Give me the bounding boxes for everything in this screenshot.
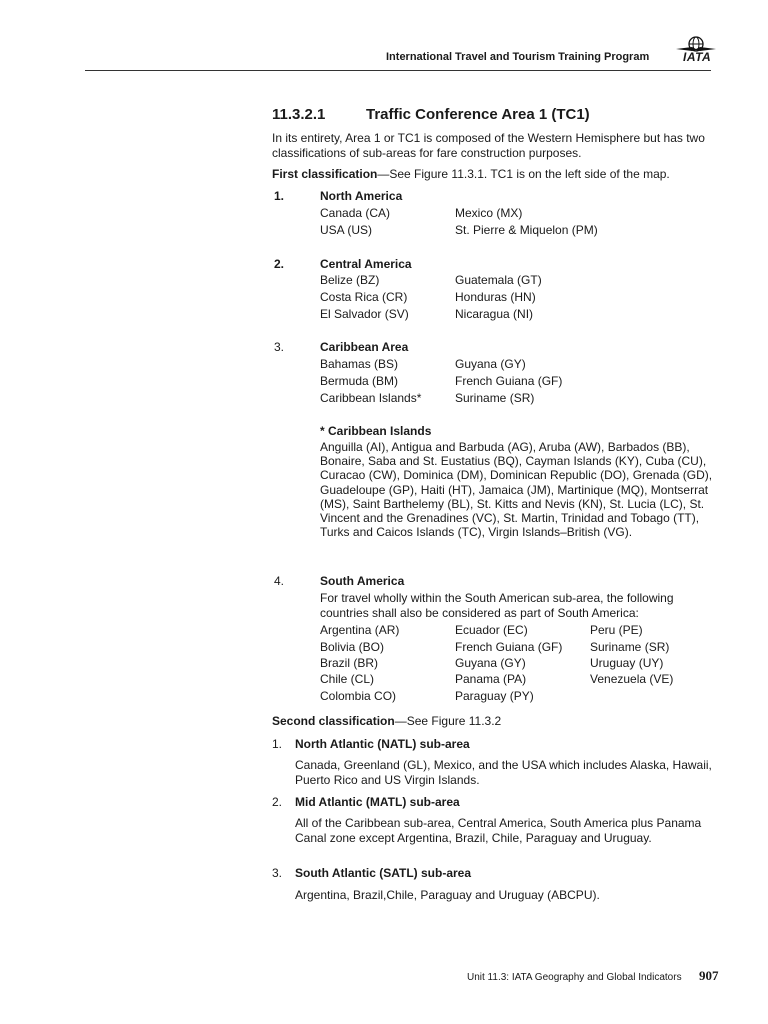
country: Guyana (GY) <box>455 357 526 371</box>
country: Panama (PA) <box>455 672 527 686</box>
iata-logo-text: IATA <box>683 50 712 64</box>
country: Argentina (AR) <box>320 623 400 637</box>
country: Suriname (SR) <box>590 640 670 654</box>
header-rule <box>85 70 711 71</box>
country: Bahamas (BS) <box>320 357 399 371</box>
first-classification-label: First classification <box>272 167 378 181</box>
first-classification <box>272 167 722 182</box>
country: Brazil (BR) <box>320 656 379 670</box>
country: St. Pierre & Miquelon (PM) <box>455 223 598 237</box>
group-number: 4. <box>274 574 285 588</box>
subarea-title-matl: Mid Atlantic (MATL) sub-area <box>295 795 460 809</box>
running-footer: Unit 11.3: IATA Geography and Global Indicators <box>467 972 682 983</box>
country: El Salvador (SV) <box>320 307 409 321</box>
second-classification-label: Second classification <box>272 714 395 728</box>
country: French Guiana (GF) <box>455 374 563 388</box>
caribbean-islands-title: * Caribbean Islands <box>320 424 432 438</box>
subarea-number: 1. <box>272 737 283 751</box>
page-number: 907 <box>699 968 719 983</box>
country: Mexico (MX) <box>455 206 523 220</box>
group-title-central-america: Central America <box>320 257 412 271</box>
country: Uruguay (UY) <box>590 656 664 670</box>
intro-paragraph: In its entirety, Area 1 or TC1 is composed of the Western Hemisphere but has two classifications of sub-areas for fare construction purposes. <box>272 131 705 160</box>
country: Venezuela (VE) <box>590 672 674 686</box>
section-title <box>272 106 590 123</box>
group-number: 3. <box>274 340 285 354</box>
first-classification-text: —See Figure 11.3.1. TC1 is on the left side of the map. <box>377 167 670 181</box>
country: Suriname (SR) <box>455 391 535 405</box>
group-title-south-america: South America <box>320 574 405 588</box>
subarea-text-matl: All of the Caribbean sub-area, Central America, South America plus Panama Canal zone except Argentina, Brazil, Chile, Paraguay and Uruguay. <box>295 816 702 845</box>
section-title-text: Traffic Conference Area 1 (TC1) <box>366 106 590 123</box>
subarea-text-satl: Argentina, Brazil,Chile, Paraguay and Uruguay (ABCPU). <box>295 888 600 902</box>
country: Guyana (GY) <box>455 656 526 670</box>
country: Ecuador (EC) <box>455 623 528 637</box>
second-classification-text: —See Figure 11.3.2 <box>394 714 502 728</box>
subarea-number: 2. <box>272 795 283 809</box>
south-america-note: For travel wholly within the South American sub-area, the following countries shall also be considered as part of South America: <box>320 591 674 620</box>
country: Belize (BZ) <box>320 273 380 287</box>
subarea-number: 3. <box>272 866 283 880</box>
country: Chile (CL) <box>320 672 375 686</box>
country: Nicaragua (NI) <box>455 307 534 321</box>
country: Colombia CO) <box>320 689 397 703</box>
group-number: 2. <box>274 257 285 271</box>
country: Bolivia (BO) <box>320 640 385 654</box>
country: Bermuda (BM) <box>320 374 399 388</box>
caribbean-islands-list: Anguilla (AI), Antigua and Barbuda (AG), Aruba (AW), Barbados (BB), Bonaire, Saba and St. Eustatius (BQ), Cayman Islands (KY), Cuba (CU), Curacao (CW), Dominica (DM), Dominican Republic (DO), Grenada (GD), Guadeloupe (GP), Haiti (HT), Jamaica (JM), Martinique (MQ), Montserrat (MS), Saint Barthelemy (BL), St. Kitts and Nevis (KN), St. Lucia (LC), St. Vincent and the Grenadines (VC), St. Martin, Trinidad and Tobago (TT), Turks and Caicos Islands (TC), Virgin Islands–British (VG). <box>320 440 713 540</box>
subarea-title-natl: North Atlantic (NATL) sub-area <box>295 737 470 751</box>
country: Caribbean Islands* <box>320 391 422 405</box>
subarea-text-natl: Canada, Greenland (GL), Mexico, and the USA which includes Alaska, Hawaii, Puerto Rico and US Virgin Islands. <box>295 758 712 787</box>
second-classification <box>272 714 722 729</box>
subarea-title-satl: South Atlantic (SATL) sub-area <box>295 866 472 880</box>
section-number: 11.3.2.1 <box>272 106 326 123</box>
country: French Guiana (GF) <box>455 640 563 654</box>
country: Honduras (HN) <box>455 290 536 304</box>
country: Guatemala (GT) <box>455 273 542 287</box>
country: Canada (CA) <box>320 206 391 220</box>
country: Paraguay (PY) <box>455 689 534 703</box>
country: USA (US) <box>320 223 373 237</box>
group-title-north-america: North America <box>320 189 403 203</box>
group-number: 1. <box>274 189 285 203</box>
country: Peru (PE) <box>590 623 643 637</box>
group-title-caribbean: Caribbean Area <box>320 340 409 354</box>
country: Costa Rica (CR) <box>320 290 408 304</box>
running-header: International Travel and Tourism Training Program <box>386 51 650 63</box>
